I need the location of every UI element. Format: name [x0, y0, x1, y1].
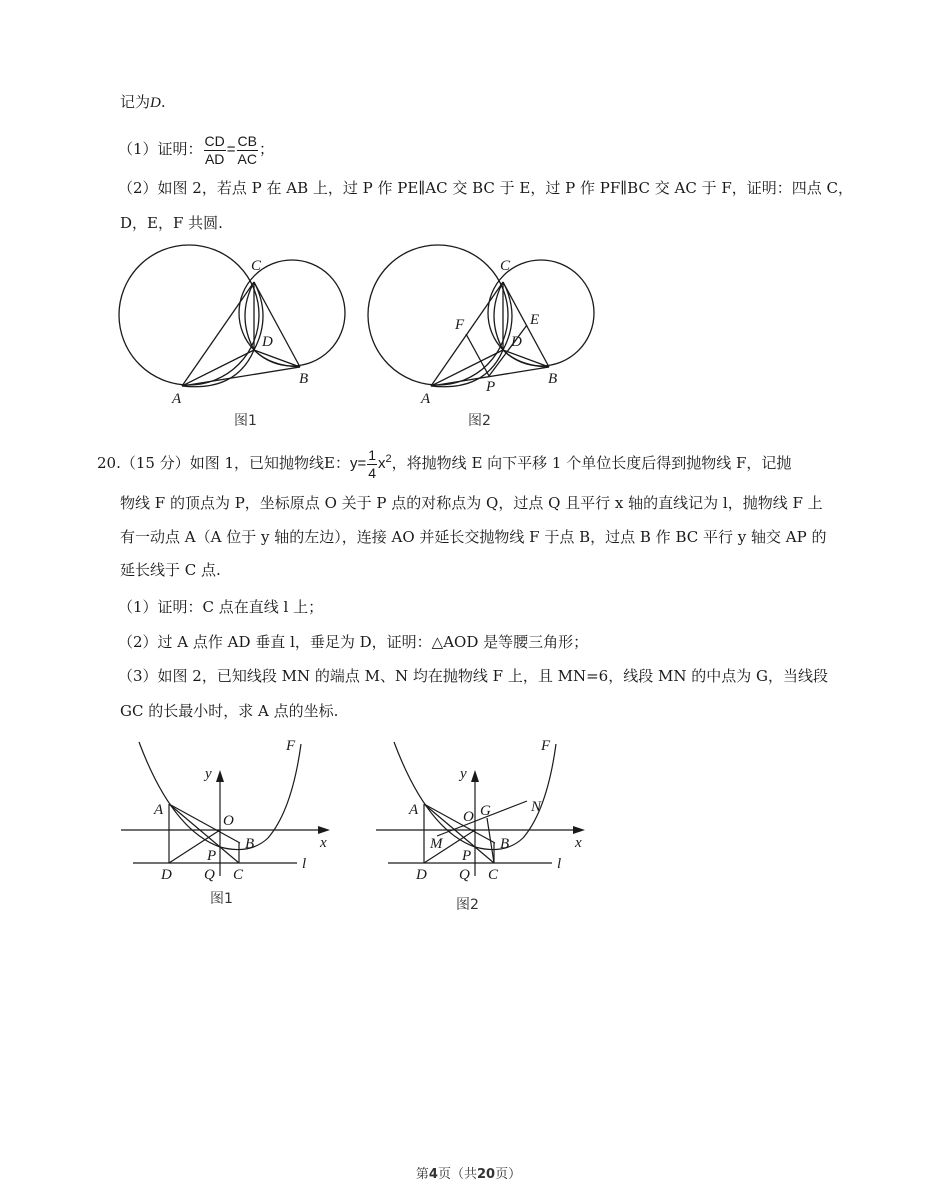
text: 记为: [120, 93, 151, 111]
label-d: D: [262, 334, 273, 350]
text: 第: [415, 1167, 429, 1182]
label-a: A: [421, 391, 431, 407]
caption: 图1: [210, 891, 233, 907]
denominator: AC: [237, 150, 257, 167]
label-p: P: [462, 848, 472, 864]
label-p: P: [207, 848, 217, 864]
label-d: D: [161, 867, 172, 883]
label-c: C: [500, 258, 511, 274]
denominator: 4: [368, 464, 377, 481]
label-c: C: [251, 258, 262, 274]
x-axis-arrow-icon: [573, 826, 585, 834]
label-g: G: [480, 803, 491, 819]
label-y: y: [205, 766, 212, 782]
label-b: B: [245, 836, 255, 852]
label-b: B: [500, 836, 510, 852]
label-b: B: [548, 371, 558, 387]
total-pages: 20: [476, 1167, 496, 1182]
label-n: N: [531, 799, 542, 815]
label-l: l: [557, 856, 562, 872]
label-x: x: [575, 835, 582, 851]
q20-line2: 物线 F 的顶点为 P，坐标原点 O 关于 P 点的对称点为 Q，过点 Q 且平行 x 轴的直线记为 l，抛物线 F 上: [120, 494, 823, 512]
var-d: D: [150, 95, 161, 111]
page-number: 4: [428, 1167, 438, 1182]
label-c: C: [233, 867, 244, 883]
caption: 图1: [234, 413, 257, 429]
label-b: B: [299, 371, 309, 387]
caption: 图2: [456, 897, 479, 913]
label-a: A: [172, 391, 182, 407]
q20-part2: （2）过 A 点作 AD 垂直 l，垂足为 D，证明：△AOD 是等腰三角形；: [118, 633, 589, 651]
text: 页（共: [437, 1167, 477, 1182]
label-f: F: [286, 738, 296, 754]
q20-part1: （1）证明：C 点在直线 l 上；: [118, 598, 324, 616]
segment-gc: [487, 818, 494, 863]
label-m: M: [430, 836, 443, 852]
q19-part2-line2: D，E，F 共圆.: [120, 214, 223, 232]
label-c: C: [488, 867, 499, 883]
caption: 图2: [468, 413, 491, 429]
equals: =: [226, 141, 236, 158]
denominator: AD: [204, 150, 225, 167]
numerator: 1: [368, 446, 377, 463]
q20-part3-line2: GC 的长最小时，求 A 点的坐标.: [120, 702, 339, 720]
label-d: D: [511, 334, 522, 350]
label-f: F: [541, 738, 551, 754]
numerator: CB: [237, 132, 257, 149]
label-y: y: [460, 766, 467, 782]
label-p: P: [486, 379, 496, 395]
y-axis-arrow-icon: [471, 770, 479, 782]
text: 如图 1，已知抛物线E：: [189, 454, 350, 472]
q19-part2-line1: （2）如图 2，若点 P 在 AB 上，过 P 作 PE∥AC 交 BC 于 E，过 P 作 PF∥BC 交 AC 于 F，证明：四点 C，: [118, 179, 853, 197]
text: ，将抛物线 E 向下平移 1 个单位长度后得到抛物线 F，记抛: [391, 454, 792, 472]
label-d: D: [416, 867, 427, 883]
label-f: F: [455, 317, 465, 333]
page-footer: [0, 1163, 937, 1182]
label-a: A: [409, 802, 419, 818]
part-label: （1）证明：: [118, 140, 203, 158]
label-l: l: [302, 856, 307, 872]
label-x: x: [320, 835, 327, 851]
text: 页）: [495, 1167, 522, 1182]
question-number: 20.: [97, 454, 121, 472]
text: ；: [259, 140, 275, 158]
label-o: O: [463, 809, 474, 825]
label-o: O: [223, 813, 234, 829]
q20-part3-line1: （3）如图 2，已知线段 MN 的端点 M、N 均在抛物线 F 上，且 MN=6，线段 MN 的中点为 G，当线段: [118, 667, 828, 685]
label-e: E: [530, 312, 540, 328]
q20-line4: 延长线于 C 点.: [120, 561, 221, 579]
q20-line3: 有一动点 A（A 位于 y 轴的左边），连接 AO 并延长交抛物线 F 于点 B，过点 B 作 BC 平行 y 轴交 AP 的: [120, 528, 827, 546]
exponent: 2: [385, 453, 392, 465]
label-a: A: [154, 802, 164, 818]
equation-y: y=: [349, 455, 367, 472]
equation-x: x: [378, 455, 386, 472]
text: .: [160, 93, 166, 111]
question-score: （15 分）: [120, 454, 190, 472]
label-q: Q: [459, 867, 470, 883]
label-q: Q: [204, 867, 215, 883]
numerator: CD: [204, 132, 225, 149]
